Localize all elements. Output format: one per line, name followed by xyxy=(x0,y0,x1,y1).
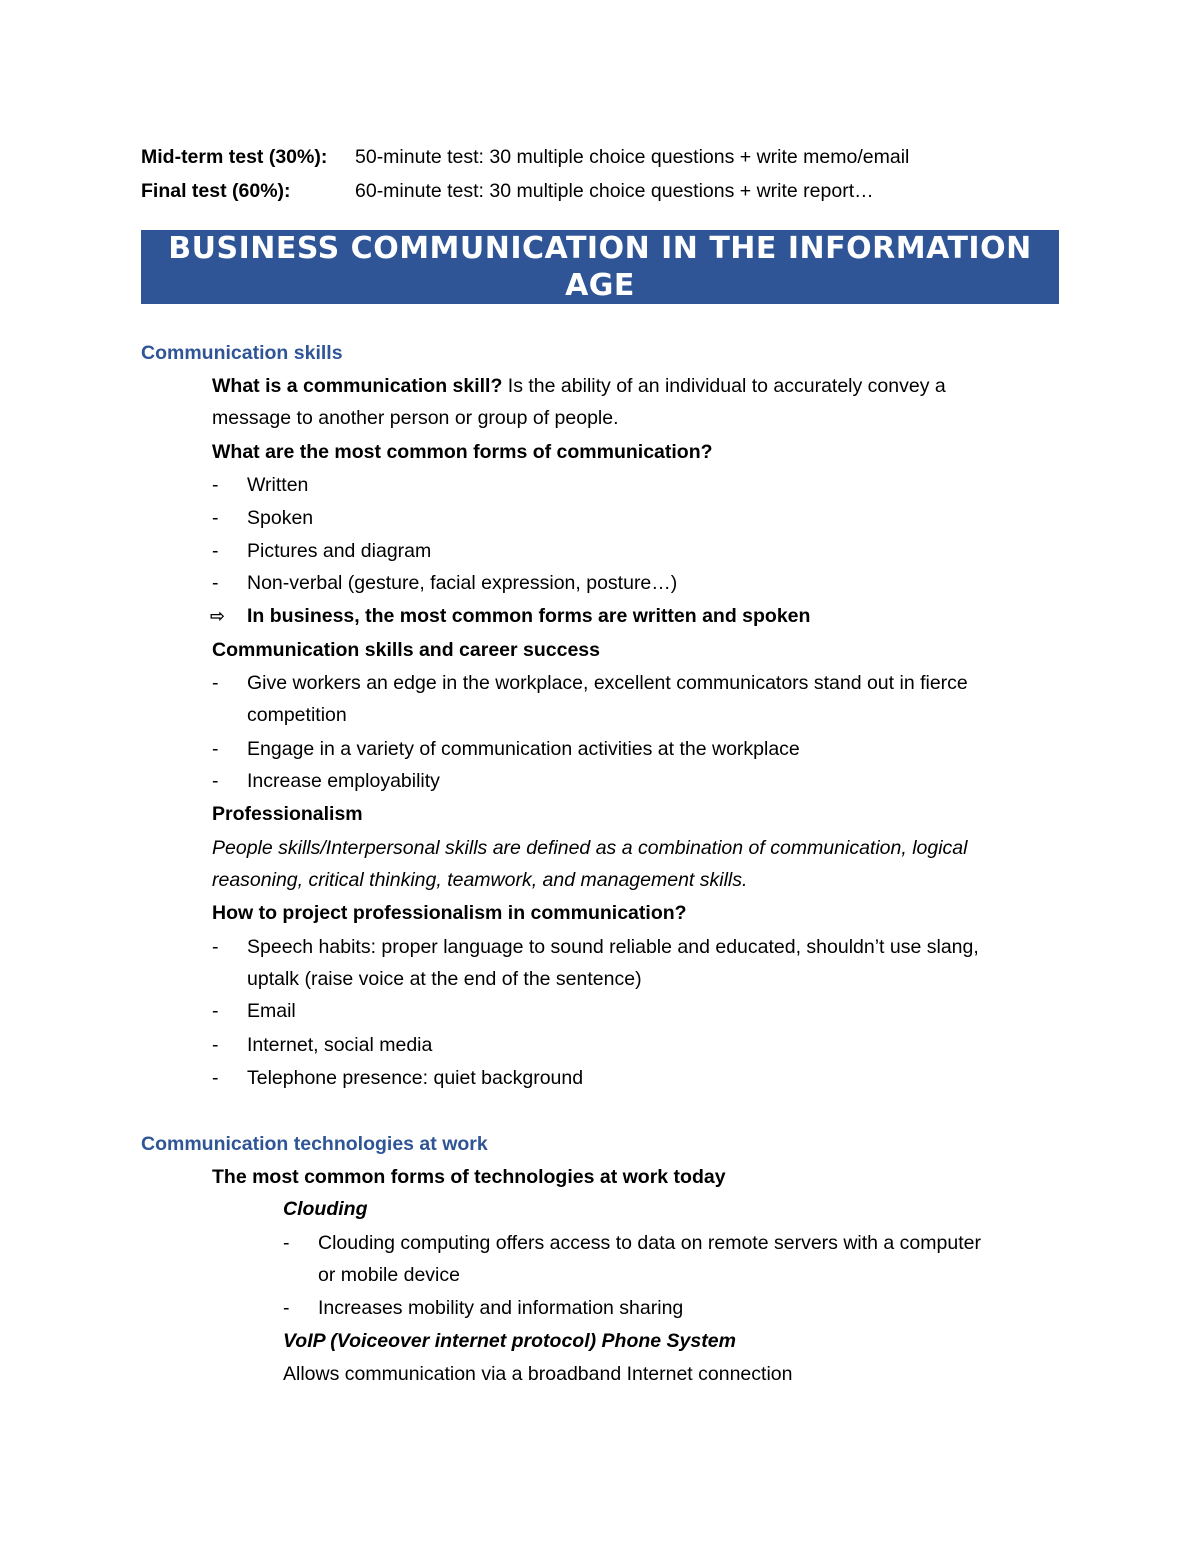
project-item-2: Email xyxy=(247,1000,296,1022)
dash-bullet: - xyxy=(212,1034,219,1056)
dash-bullet: - xyxy=(283,1297,290,1319)
dash-bullet: - xyxy=(212,540,219,562)
professionalism-heading: Professionalism xyxy=(212,803,363,825)
dash-bullet: - xyxy=(212,507,219,529)
career-item-1: Give workers an edge in the workplace, excellent communicators stand out in fierce xyxy=(247,672,968,694)
conclusion-text: In business, the most common forms are written and spoken xyxy=(247,605,811,627)
final-label: Final test (60%): xyxy=(141,180,291,202)
cloud-item-1: Clouding computing offers access to data on remote servers with a computer xyxy=(318,1232,981,1254)
section-heading-technologies: Communication technologies at work xyxy=(141,1133,488,1155)
section-heading-communication-skills: Communication skills xyxy=(141,342,343,364)
career-item-2: Engage in a variety of communication activities at the workplace xyxy=(247,738,800,760)
clouding-heading: Clouding xyxy=(283,1198,368,1220)
project-heading: How to project professionalism in communication? xyxy=(212,902,687,924)
q1-answer-cont: message to another person or group of people. xyxy=(212,407,619,429)
q2-question: What are the most common forms of communication? xyxy=(212,441,713,463)
dash-bullet: - xyxy=(212,572,219,594)
form-written: Written xyxy=(247,474,309,496)
professionalism-definition-cont: reasoning, critical thinking, teamwork, and management skills. xyxy=(212,869,748,891)
dash-bullet: - xyxy=(212,738,219,760)
midterm-label: Mid-term test (30%): xyxy=(141,146,328,168)
voip-heading: VoIP (Voiceover internet protocol) Phone System xyxy=(283,1330,736,1352)
project-item-3: Internet, social media xyxy=(247,1034,433,1056)
midterm-description: 50-minute test: 30 multiple choice questions + write memo/email xyxy=(355,146,910,168)
title-banner xyxy=(141,230,1059,304)
q1-line xyxy=(212,373,946,399)
form-nonverbal: Non-verbal (gesture, facial expression, posture…) xyxy=(247,572,678,594)
banner-line-2: AGE xyxy=(565,268,635,303)
dash-bullet: - xyxy=(212,770,219,792)
dash-bullet: - xyxy=(212,1000,219,1022)
dash-bullet: - xyxy=(212,936,219,958)
project-item-4: Telephone presence: quiet background xyxy=(247,1067,584,1089)
career-item-1-cont: competition xyxy=(247,704,347,726)
voip-description: Allows communication via a broadband Internet connection xyxy=(283,1363,793,1385)
banner-line-1: BUSINESS COMMUNICATION IN THE INFORMATION xyxy=(168,231,1032,266)
form-spoken: Spoken xyxy=(247,507,314,529)
arrow-icon: ⇨ xyxy=(210,606,226,626)
technologies-subheading: The most common forms of technologies at work today xyxy=(212,1166,726,1188)
career-item-3: Increase employability xyxy=(247,770,440,792)
career-heading: Communication skills and career success xyxy=(212,639,601,661)
cloud-item-2: Increases mobility and information sharing xyxy=(318,1297,684,1319)
dash-bullet: - xyxy=(212,1067,219,1089)
dash-bullet: - xyxy=(283,1232,290,1254)
project-item-1: Speech habits: proper language to sound reliable and educated, shouldn’t use slang, xyxy=(247,936,979,958)
project-item-1-cont: uptalk (raise voice at the end of the sentence) xyxy=(247,968,642,990)
form-pictures: Pictures and diagram xyxy=(247,540,432,562)
final-description: 60-minute test: 30 multiple choice questions + write report… xyxy=(355,180,874,202)
q1-question: What is a communication skill? xyxy=(212,375,503,397)
q1-answer: Is the ability of an individual to accurately convey a xyxy=(502,375,946,397)
professionalism-definition: People skills/Interpersonal skills are defined as a combination of communication, logical xyxy=(212,837,968,859)
dash-bullet: - xyxy=(212,672,219,694)
dash-bullet: - xyxy=(212,474,219,496)
cloud-item-1-cont: or mobile device xyxy=(318,1264,460,1286)
